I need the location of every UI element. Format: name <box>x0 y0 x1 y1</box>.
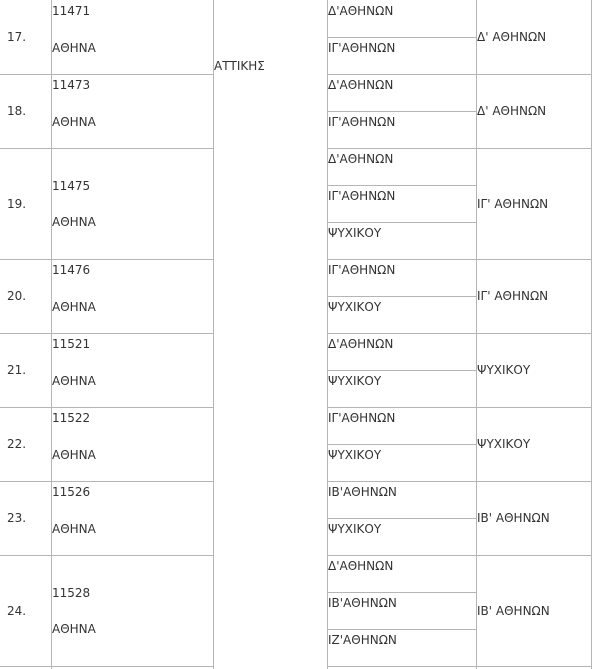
tax-office: ΙΓ'ΑΘΗΝΩΝ <box>328 189 396 203</box>
postal-code: 11476 <box>52 263 91 277</box>
row-divider-left <box>0 259 213 260</box>
row-divider-left <box>0 555 213 556</box>
sub-row-divider <box>327 518 476 519</box>
row-divider-left <box>0 481 213 482</box>
row-number: 24. <box>7 603 27 618</box>
sub-row-divider <box>327 444 476 445</box>
city-name: ΑΘΗΝΑ <box>52 115 96 129</box>
column-divider <box>51 0 52 669</box>
city-name: ΑΘΗΝΑ <box>52 300 96 314</box>
tax-office: ΙΓ'ΑΘΗΝΩΝ <box>328 263 396 277</box>
assigned-office: Δ' ΑΘΗΝΩΝ <box>477 104 547 118</box>
tax-office: ΙΒ'ΑΘΗΝΩΝ <box>328 596 397 610</box>
postal-code: 11521 <box>52 337 91 351</box>
assigned-office: ΨΥΧΙΚΟΥ <box>477 437 531 451</box>
row-divider-right <box>327 74 591 75</box>
tax-office: ΨΥΧΙΚΟΥ <box>328 300 382 314</box>
sub-row-divider <box>327 37 476 38</box>
tax-office: ΙΓ'ΑΘΗΝΩΝ <box>328 411 396 425</box>
row-divider-right <box>327 259 591 260</box>
tax-office: Δ'ΑΘΗΝΩΝ <box>328 78 394 92</box>
row-number: 19. <box>7 196 27 211</box>
tax-office: ΙΓ'ΑΘΗΝΩΝ <box>328 115 396 129</box>
postal-code: 11475 <box>52 178 91 193</box>
row-divider-left <box>0 407 213 408</box>
postal-code: 11522 <box>52 411 91 425</box>
column-divider <box>213 0 214 669</box>
column-divider <box>591 0 592 669</box>
row-divider-right <box>327 481 591 482</box>
sub-row-divider <box>327 296 476 297</box>
sub-row-divider <box>327 185 476 186</box>
tax-office: ΙΖ'ΑΘΗΝΩΝ <box>328 633 397 647</box>
tax-office: Δ'ΑΘΗΝΩΝ <box>328 4 394 18</box>
postal-code: 11526 <box>52 485 91 499</box>
row-divider-right <box>327 407 591 408</box>
row-number: 17. <box>7 30 27 44</box>
city-name: ΑΘΗΝΑ <box>52 374 96 388</box>
row-divider-left <box>0 666 213 667</box>
sub-row-divider <box>327 111 476 112</box>
row-divider-left <box>0 148 213 149</box>
city-name: ΑΘΗΝΑ <box>52 448 96 462</box>
sub-row-divider <box>327 629 476 630</box>
tax-office: ΨΥΧΙΚΟΥ <box>328 448 382 462</box>
city-name: ΑΘΗΝΑ <box>52 621 96 636</box>
assigned-office: ΨΥΧΙΚΟΥ <box>477 363 531 377</box>
sub-row-divider <box>327 370 476 371</box>
sub-row-divider <box>327 592 476 593</box>
assigned-office: Δ' ΑΘΗΝΩΝ <box>477 30 547 44</box>
row-divider-left <box>0 74 213 75</box>
row-number: 20. <box>7 289 27 303</box>
row-number: 23. <box>7 511 27 525</box>
assigned-office: ΙΒ' ΑΘΗΝΩΝ <box>477 511 550 525</box>
row-divider-right <box>327 333 591 334</box>
row-divider-right <box>327 555 591 556</box>
tax-office: Δ'ΑΘΗΝΩΝ <box>328 152 394 166</box>
tax-office: ΨΥΧΙΚΟΥ <box>328 226 382 240</box>
assigned-office: ΙΓ' ΑΘΗΝΩΝ <box>477 196 549 211</box>
tax-office: ΨΥΧΙΚΟΥ <box>328 522 382 536</box>
assigned-office: ΙΒ' ΑΘΗΝΩΝ <box>477 603 550 618</box>
sub-row-divider <box>327 222 476 223</box>
postal-code: 11473 <box>52 78 91 92</box>
row-divider-right <box>327 148 591 149</box>
region-label: ΑΤΤΙΚΗΣ <box>214 59 265 73</box>
tax-office: ΨΥΧΙΚΟΥ <box>328 374 382 388</box>
postal-code: 11471 <box>52 4 91 18</box>
tax-office: Δ'ΑΘΗΝΩΝ <box>328 337 394 351</box>
tax-office: ΙΓ'ΑΘΗΝΩΝ <box>328 41 396 55</box>
assigned-office: ΙΓ' ΑΘΗΝΩΝ <box>477 289 549 303</box>
city-name: ΑΘΗΝΑ <box>52 522 96 536</box>
postal-code: 11528 <box>52 585 91 600</box>
row-number: 22. <box>7 437 27 451</box>
row-divider-right <box>327 666 591 667</box>
city-name: ΑΘΗΝΑ <box>52 41 96 55</box>
row-number: 21. <box>7 363 27 377</box>
tax-office: Δ'ΑΘΗΝΩΝ <box>328 559 394 573</box>
column-divider <box>476 0 477 669</box>
row-divider-left <box>0 333 213 334</box>
city-name: ΑΘΗΝΑ <box>52 214 96 229</box>
tax-office: ΙΒ'ΑΘΗΝΩΝ <box>328 485 397 499</box>
row-number: 18. <box>7 104 27 118</box>
